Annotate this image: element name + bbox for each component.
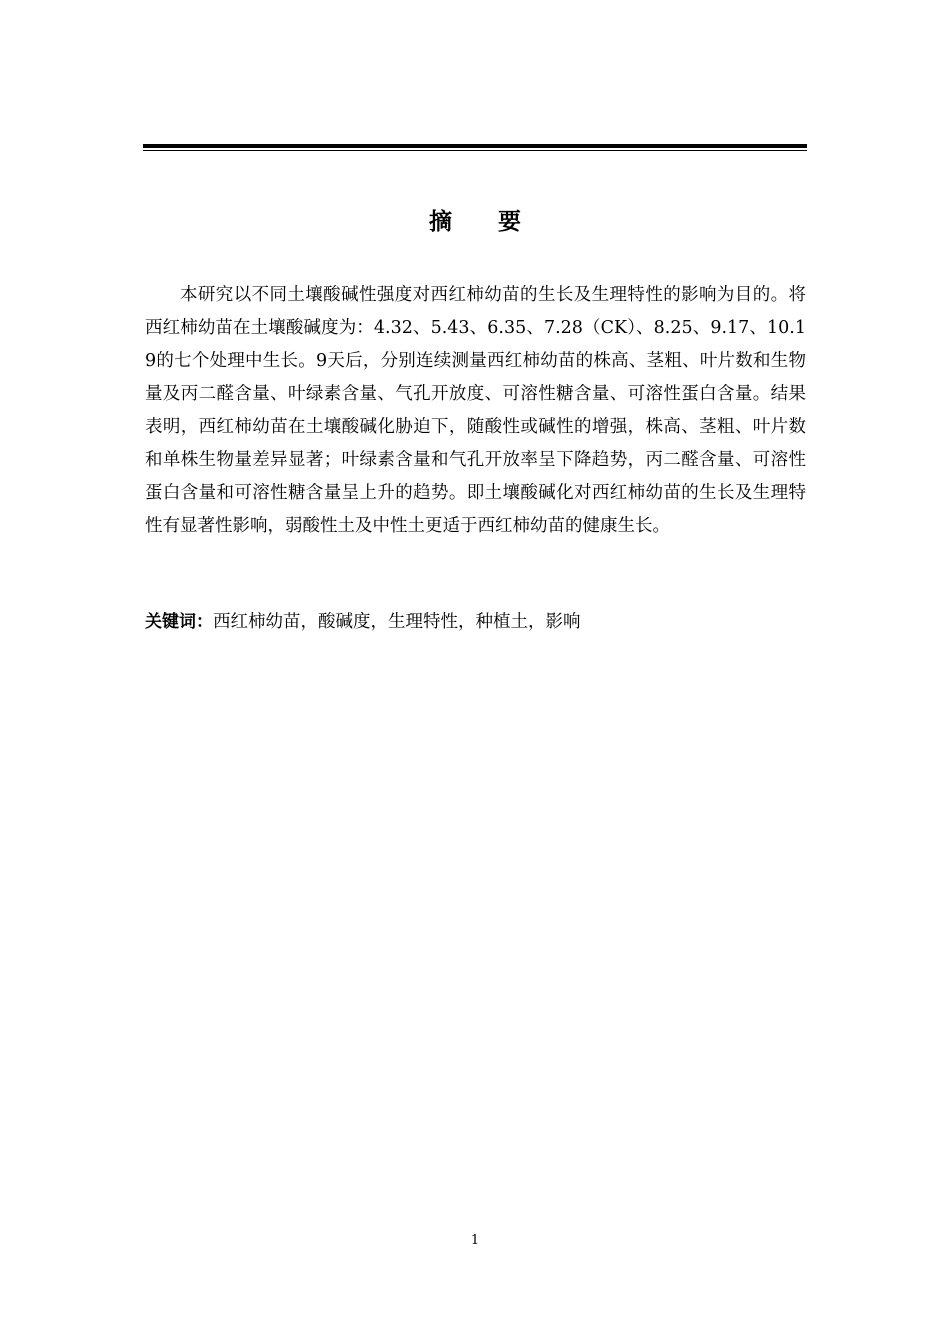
header-rule-thin-line bbox=[143, 150, 807, 151]
keywords-text: 西红柿幼苗，酸碱度，生理特性，种植土，影响 bbox=[213, 612, 581, 632]
keywords-label: 关键词： bbox=[145, 612, 213, 632]
page-title: 摘要 bbox=[429, 209, 567, 235]
abstract-paragraph: 本研究以不同土壤酸碱性强度对西红柿幼苗的生长及生理特性的影响为目的。将西红柿幼苗在土壤酸碱度为：4.32、5.43、6.35、7.28（CK）、8.25、9.17、10.19的七个处理中生长。9天后，分别连续测量西红柿幼苗的株高、茎粗、叶片数和生物量及丙二醛含量、叶绿素含量、气孔开放度、可溶性糖含量、可溶性蛋白含量。结果表明，西红柿幼苗在土壤酸碱化胁迫下，随酸性或碱性的增强，株高、茎粗、叶片数和单株生物量差异显著；叶绿素含量和气孔开放率呈下降趋势，丙二醛含量、可溶性蛋白含量和可溶性糖含量呈上升的趋势。即土壤酸碱化对西红柿幼苗的生长及生理特性有显著性影响，弱酸性土及中性土更适于西红柿幼苗的健康生长。 bbox=[145, 285, 806, 536]
page-number: 1 bbox=[470, 1233, 480, 1248]
keywords-line bbox=[145, 606, 806, 639]
header-rule-thick-line bbox=[143, 144, 807, 148]
header-rule bbox=[143, 144, 807, 151]
